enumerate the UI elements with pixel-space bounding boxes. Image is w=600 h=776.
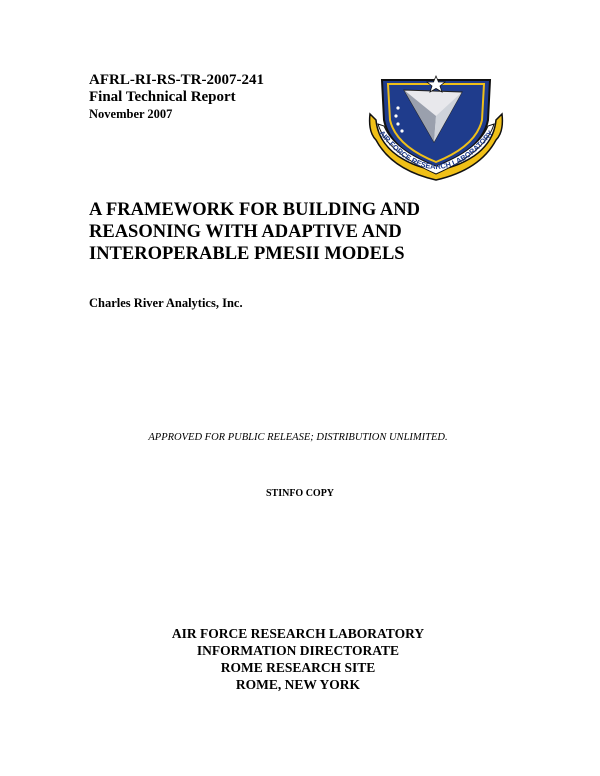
emblem-text: AIR FORCE RESEARCH LABORATORY bbox=[377, 128, 495, 172]
release-statement-text: APPROVED FOR PUBLIC RELEASE; DISTRIBUTION UNLIMITED. bbox=[148, 432, 448, 443]
organization-line: AIR FORCE RESEARCH LABORATORY bbox=[171, 626, 425, 641]
report-date: November 2007 bbox=[89, 107, 173, 121]
organization-line: ROME, NEW YORK bbox=[235, 677, 361, 692]
report-metadata bbox=[89, 72, 264, 122]
organization-block bbox=[0, 625, 600, 693]
organization-line: ROME RESEARCH SITE bbox=[220, 660, 376, 675]
organization-line: INFORMATION DIRECTORATE bbox=[196, 643, 400, 658]
report-number: AFRL-RI-RS-TR-2007-241 bbox=[89, 72, 264, 88]
author: Charles River Analytics, Inc. bbox=[89, 296, 243, 310]
title-line: INTEROPERABLE PMESII MODELS bbox=[89, 244, 405, 264]
release-statement bbox=[0, 432, 600, 443]
title-line: A FRAMEWORK FOR BUILDING AND bbox=[89, 200, 420, 220]
title-line: REASONING WITH ADAPTIVE AND bbox=[89, 222, 402, 242]
stinfo-label: STINFO COPY bbox=[265, 488, 335, 499]
afrl-shield-emblem-icon bbox=[364, 70, 508, 184]
report-title bbox=[89, 199, 509, 265]
report-type: Final Technical Report bbox=[89, 89, 236, 105]
